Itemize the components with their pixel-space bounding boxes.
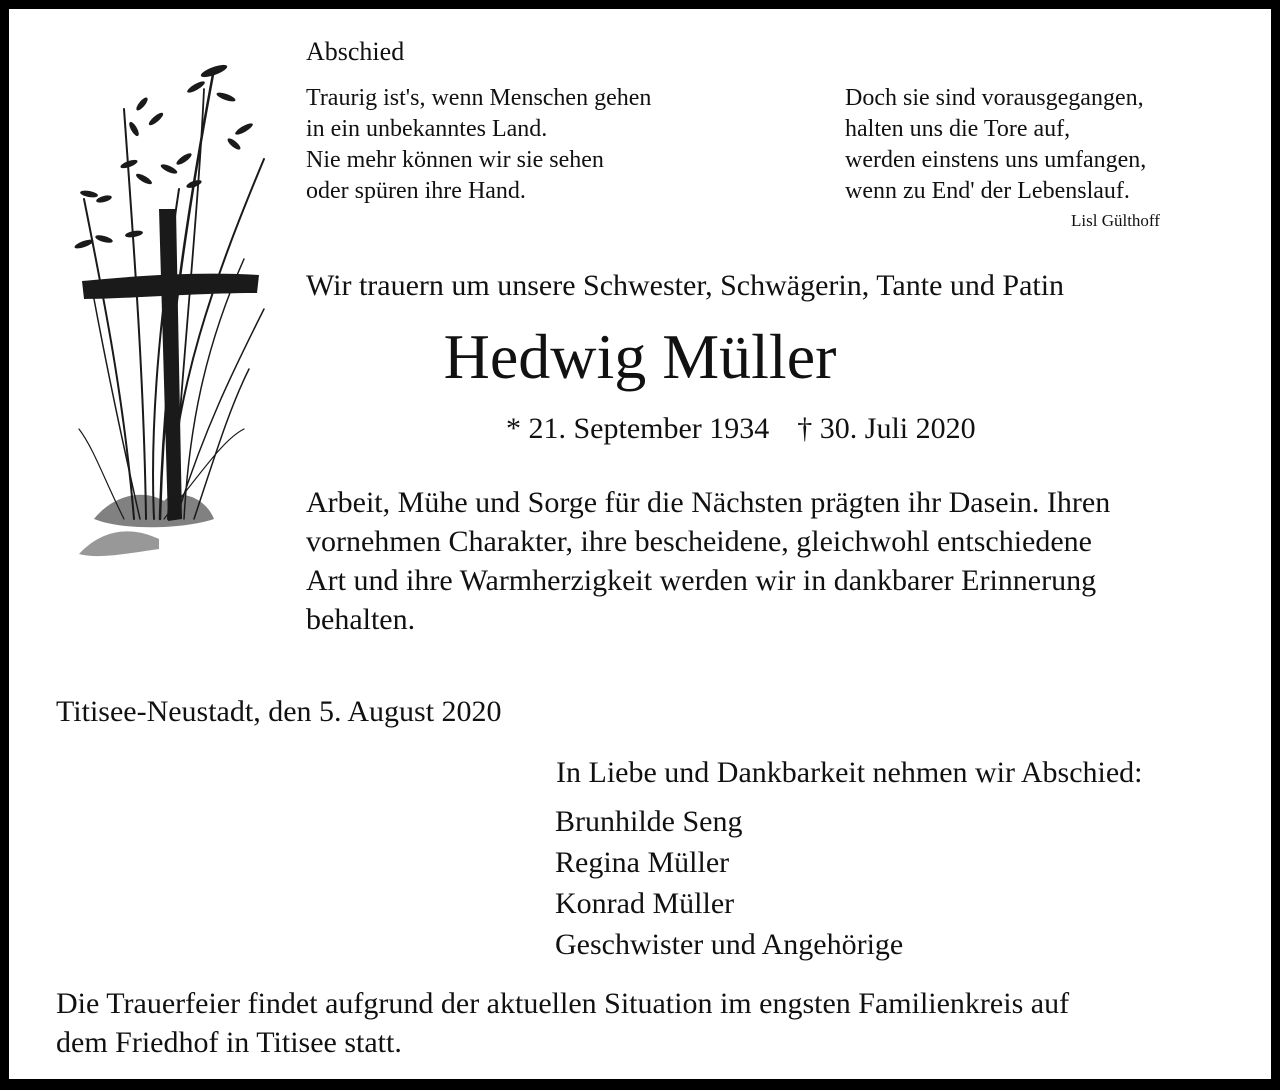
tribute-line: Art und ihre Warmherzigkeit werden wir in dankbarer Erinnerung [306, 564, 1097, 597]
tribute-text [306, 483, 1246, 639]
funeral-note-line: dem Friedhof in Titisee statt. [56, 1026, 402, 1059]
poem-line: oder spüren ihre Hand. [306, 178, 526, 204]
cross-with-grass-icon [64, 49, 274, 569]
death-date: † 30. Juli 2020 [797, 412, 976, 445]
mourner-name: Konrad Müller [555, 887, 735, 920]
poem-line: in ein unbekanntes Land. [306, 116, 548, 142]
place-and-date: Titisee-Neustadt, den 5. August 2020 [56, 695, 502, 728]
poem-author: Lisl Gülthoff [1071, 211, 1160, 230]
funeral-note [56, 984, 1266, 1062]
poem-line: wenn zu End' der Lebenslauf. [845, 178, 1130, 204]
tribute-line: Arbeit, Mühe und Sorge für die Nächsten prägten ihr Dasein. Ihren [306, 486, 1111, 519]
mourning-intro: Wir trauern um unsere Schwester, Schwägerin, Tante und Patin [306, 269, 1065, 302]
mourner-name: Brunhilde Seng [555, 805, 743, 838]
poem-title: Abschied [306, 37, 405, 66]
poem-line: Doch sie sind vorausgegangen, [845, 85, 1144, 111]
poem-stanza-1 [306, 83, 651, 207]
farewell-line: In Liebe und Dankbarkeit nehmen wir Abschied: [556, 756, 1143, 789]
mourner-name: Geschwister und Angehörige [555, 928, 904, 961]
mourners-list [555, 801, 903, 965]
poem-line: werden einstens uns umfangen, [845, 147, 1147, 173]
obituary-notice [9, 9, 1271, 1079]
deceased-name: Hedwig Müller [443, 321, 837, 392]
poem-line: Nie mehr können wir sie sehen [306, 147, 604, 173]
funeral-note-line: Die Trauerfeier findet aufgrund der aktuellen Situation im engsten Familienkreis auf [56, 987, 1070, 1020]
poem-line: halten uns die Tore auf, [845, 116, 1071, 142]
poem-stanza-2 [845, 83, 1146, 207]
life-dates [506, 414, 976, 444]
tribute-line: behalten. [306, 603, 416, 636]
poem-line: Traurig ist's, wenn Menschen gehen [306, 85, 652, 111]
mourner-name: Regina Müller [555, 846, 730, 879]
tribute-line: vornehmen Charakter, ihre bescheidene, gleichwohl entschiedene [306, 525, 1092, 558]
birth-date: * 21. September 1934 [506, 412, 770, 445]
